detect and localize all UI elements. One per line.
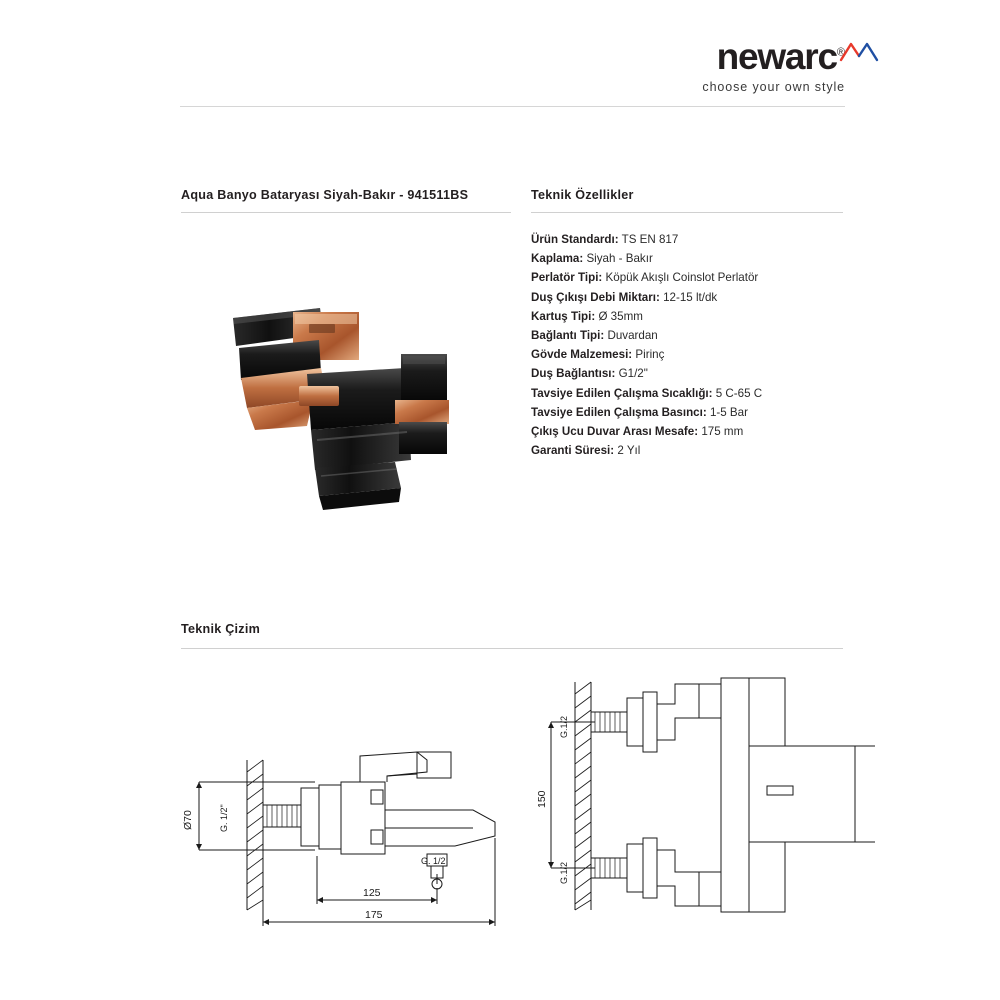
product-image-svg [195, 290, 515, 520]
dim-150: 150 [536, 790, 548, 808]
spec-value: 1-5 Bar [709, 405, 748, 419]
spec-row [531, 307, 861, 326]
spec-row [531, 364, 861, 383]
spec-row [531, 268, 861, 287]
dim-thread-top: G.1/2 [559, 715, 569, 738]
spec-row [531, 345, 861, 364]
dim-thread-bottom: G.1/2 [559, 861, 569, 884]
spec-value: 12-15 lt/dk [663, 290, 718, 304]
spec-row [531, 384, 861, 403]
spec-label: Gövde Malzemesi: [531, 348, 633, 362]
registered-mark: ® [836, 46, 845, 59]
spec-row [531, 230, 861, 249]
spec-value: TS EN 817 [621, 233, 679, 246]
spec-label: Bağlantı Tipi: [531, 329, 605, 343]
spec-label: Tavsiye Edilen Çalışma Sıcaklığı: [531, 386, 713, 400]
spec-value: 2 Yıl [617, 444, 641, 458]
spec-row [531, 441, 861, 460]
dim-125: 125 [363, 887, 381, 899]
spec-value: G1/2" [618, 367, 648, 381]
specs-title: Teknik Özellikler [531, 188, 634, 202]
brand-swoosh-icon [836, 42, 885, 62]
technical-drawings [155, 660, 875, 950]
brand-wordmark-text: newarc [716, 36, 837, 77]
product-image [195, 290, 515, 520]
spec-value: Pirinç [635, 348, 665, 362]
brand-wordmark [717, 38, 845, 75]
spec-value: Siyah - Bakır [586, 252, 653, 266]
spec-label: Kaplama: [531, 252, 584, 266]
spec-label: Perlatör Tipi: [531, 271, 603, 285]
spec-label: Ürün Standardı: [531, 233, 619, 246]
spec-value: Köpük Akışlı Coinslot Perlatör [605, 271, 759, 285]
specs-title-divider [531, 212, 843, 213]
spec-row [531, 403, 861, 422]
spec-row [531, 288, 861, 307]
brand-tagline: choose your own style [702, 80, 845, 94]
spec-label: Duş Bağlantısı: [531, 367, 616, 381]
spec-row [531, 422, 861, 441]
dim-outlet-thread: G. 1/2 [421, 856, 446, 866]
drawing-title-divider [181, 648, 843, 649]
spec-label: Tavsiye Edilen Çalışma Basıncı: [531, 405, 707, 419]
spec-label: Duş Çıkışı Debi Miktarı: [531, 290, 660, 304]
spec-label: Çıkış Ucu Duvar Arası Mesafe: [531, 425, 699, 439]
brand-logo-block [585, 38, 845, 94]
spec-label: Garanti Süresi: [531, 444, 615, 458]
spec-row [531, 326, 861, 345]
product-title-divider [181, 212, 511, 213]
dim-diameter-70: Ø70 [182, 810, 194, 830]
spec-value: Duvardan [607, 329, 658, 343]
spec-label: Kartuş Tipi: [531, 309, 596, 323]
spec-row [531, 249, 861, 268]
product-title: Aqua Banyo Bataryası Siyah-Bakır - 941511BS [181, 188, 469, 202]
specs-list [531, 230, 861, 460]
spec-value: 175 mm [701, 425, 744, 439]
spec-value: Ø 35mm [598, 309, 643, 323]
dim-175: 175 [365, 909, 383, 921]
technical-drawings-svg [155, 660, 875, 950]
drawing-title: Teknik Çizim [181, 622, 261, 636]
spec-value: 5 C-65 C [715, 386, 763, 400]
dim-thread-side: G. 1/2" [219, 804, 229, 832]
header-divider [180, 106, 845, 107]
